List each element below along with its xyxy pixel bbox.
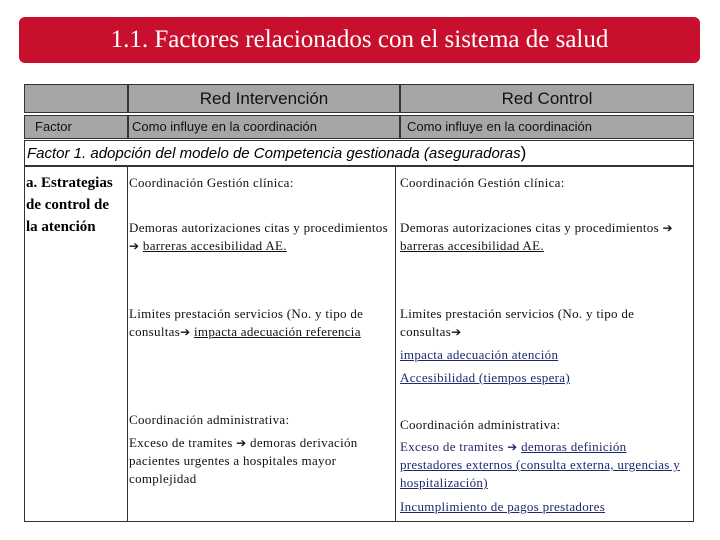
- int-block4-title: Coordinación administrativa:: [129, 412, 290, 427]
- arrow-right-icon: ➔: [507, 440, 518, 454]
- int-block4-lead: Exceso de tramites: [129, 435, 237, 450]
- factor-row-paren: ): [520, 143, 527, 162]
- arrow-right-icon: ➔: [451, 325, 462, 339]
- ctl-block3-bold: Limites prestación servicios: [400, 306, 555, 321]
- int-block4: [129, 434, 391, 488]
- ctl-block2-lead: Demoras autorizaciones citas y procedimientos: [400, 220, 659, 235]
- ctl-block3-rest: (No. y tipo de consultas: [400, 306, 635, 339]
- int-block2: [129, 219, 391, 255]
- int-block2-link: barreras accesibilidad AE.: [142, 238, 287, 253]
- factor-row: [24, 140, 694, 166]
- ctl-block4-link2: Incumplimiento de pagos prestadores: [400, 499, 606, 514]
- header-red-control: Red Control: [400, 84, 694, 113]
- int-block2-lead: Demoras autorizaciones citas y procedimientos: [129, 220, 388, 235]
- header-sub-intervencion: Como influye en la coordinación: [128, 115, 400, 139]
- ctl-block4-title: Coordinación administrativa:: [400, 417, 561, 432]
- column-divider-2: [395, 166, 396, 522]
- int-block3: [129, 305, 391, 341]
- ctl-block2: [400, 219, 688, 255]
- header-spacer: [24, 84, 128, 113]
- category-label: a. Estrategias de control de la atención: [26, 175, 113, 235]
- arrow-right-icon: ➔: [236, 436, 247, 450]
- header-red-intervencion: Red Intervención: [128, 84, 400, 113]
- ctl-block4-link1: demoras definición prestadores externos (consulta externa, urgencias y hospitalización): [400, 439, 681, 490]
- ctl-block3: [400, 305, 690, 341]
- header-factor: Factor: [24, 115, 128, 139]
- arrow-right-icon: ➔: [180, 325, 191, 339]
- slide-title: 1.1. Factores relacionados con el sistema de salud: [19, 17, 700, 63]
- int-block4-rest: demoras derivación pacientes urgentes a hospitales mayor complejidad: [129, 435, 358, 486]
- int-block3-rest: (No. y tipo de consultas: [129, 306, 364, 339]
- arrow-right-icon: ➔: [662, 221, 673, 235]
- column-divider-1: [127, 166, 128, 522]
- ctl-block3-link2: Accesibilidad (tiempos espera): [400, 370, 570, 385]
- ctl-block3-link1: impacta adecuación atención: [400, 347, 559, 362]
- ctl-block2-link: barreras accesibilidad AE.: [400, 238, 544, 253]
- int-block3-link: impacta adecuación referencia: [194, 324, 361, 339]
- ctl-block4-lead: Exceso de tramites: [400, 439, 508, 454]
- int-block3-bold: Limites prestación servicios: [129, 306, 284, 321]
- ctl-block1-title: Coordinación Gestión clínica:: [400, 175, 565, 190]
- arrow-right-icon: ➔: [129, 239, 140, 253]
- factor-row-text: Factor 1. adopción del modelo de Competencia gestionada (aseguradoras: [27, 145, 521, 162]
- ctl-block4: [400, 438, 690, 492]
- int-block1-title: Coordinación Gestión clínica:: [129, 175, 294, 190]
- header-sub-control: Como influye en la coordinación: [400, 115, 694, 139]
